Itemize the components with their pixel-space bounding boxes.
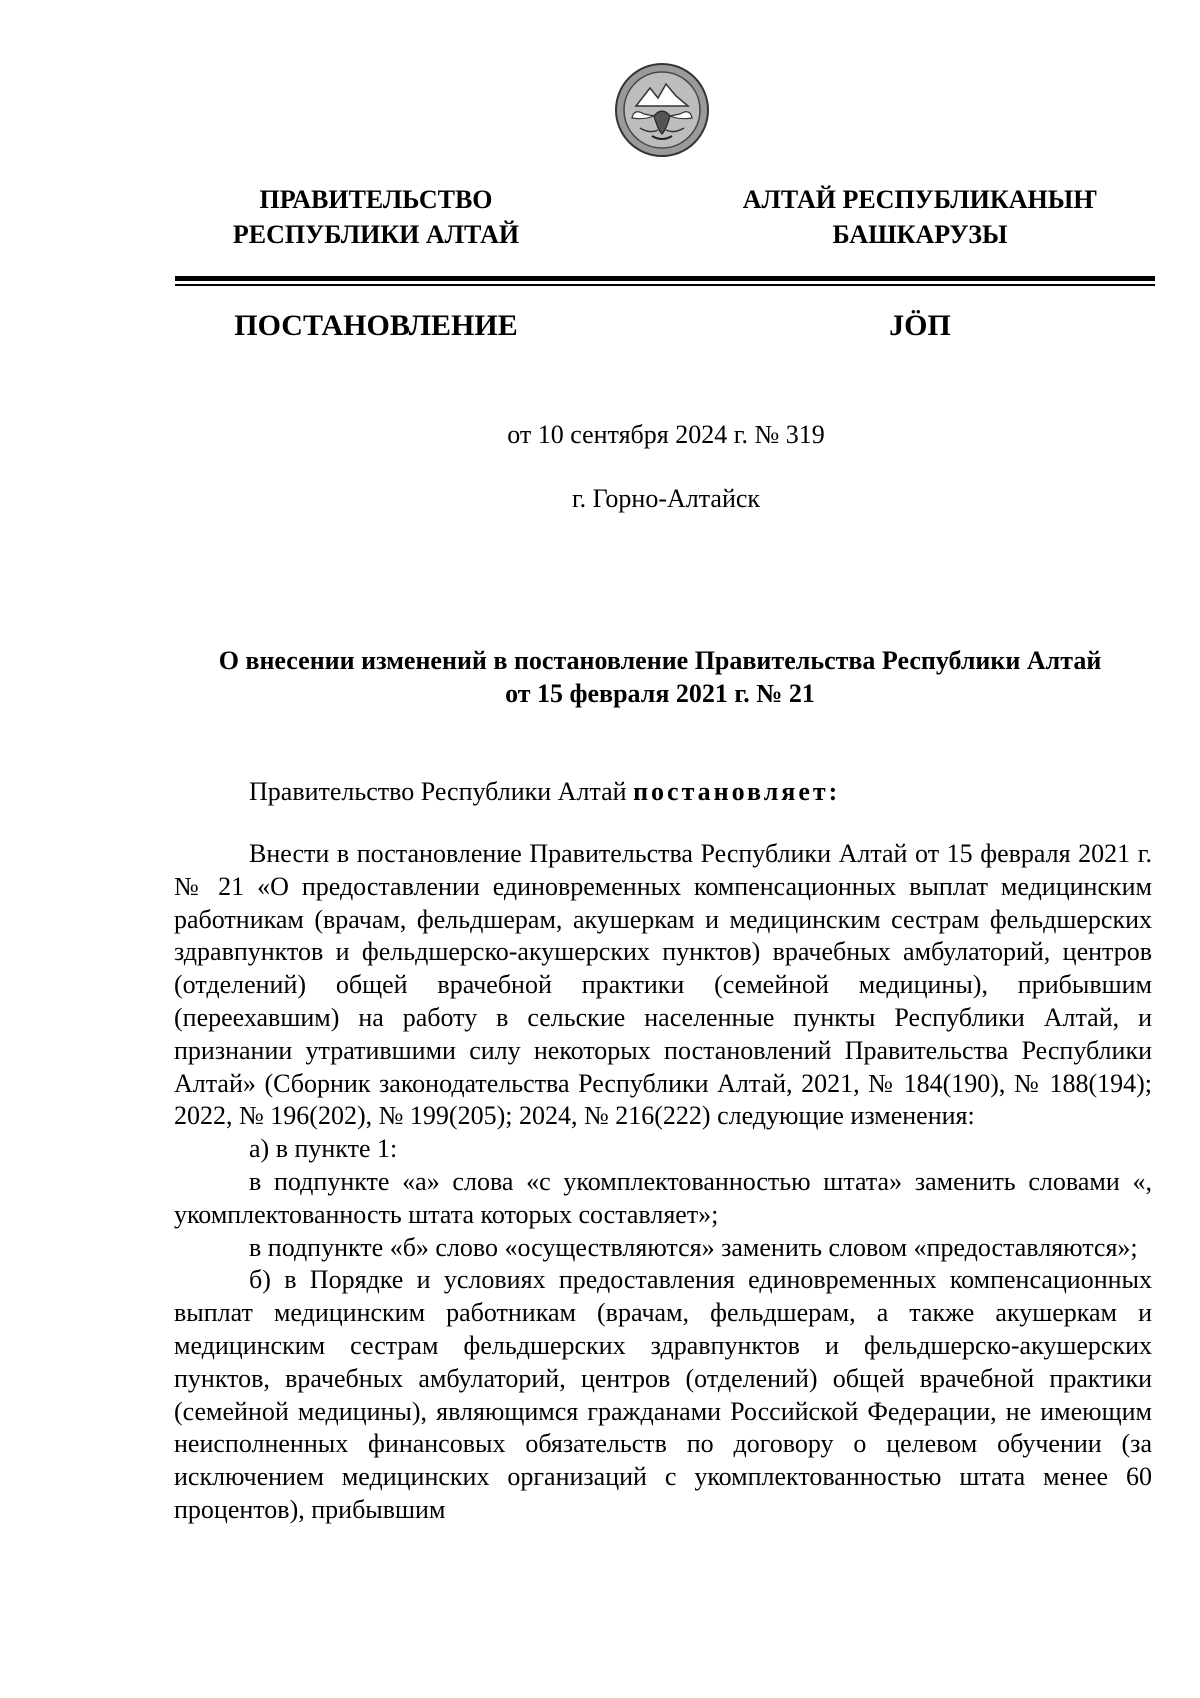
doc-type-left: ПОСТАНОВЛЕНИЕ [234, 309, 518, 342]
document-body [174, 838, 1152, 1527]
body-paragraph: в подпункте «б» слово «осуществляются» заменить словом «предоставляются»; [249, 1232, 1138, 1262]
header-left-line1: ПРАВИТЕЛЬСТВО [259, 185, 493, 214]
title-line2: от 15 февраля 2021 г. № 21 [505, 679, 815, 708]
body-paragraph: в подпункте «а» слова «с укомплектованностью штата» заменить словами «, укомплектованность штата которых составляет»; [174, 1166, 1152, 1229]
document-title [170, 644, 1150, 710]
city-line: г. Горно-Алтайск [571, 484, 761, 513]
body-paragraph: Внести в постановление Правительства Республики Алтай от 15 февраля 2021 г. № 21 «О предоставлении единовременных компенсационных выплат медицинским работникам (врачам, фельдшерам, акушеркам и медицинским сестрам фельдшерских здравпунктов и фельдшерско-акушерских пунктов) врачебных амбулаторий, центров (отделений) общей врачебной практики (семейной медицины), прибывшим (переехавшим) на работу в сельские населенные пункты Республики Алтай, и признании утратившими силу некоторых постановлений Правительства Республики Алтай» (Сборник законодательства Республики Алтай, 2021, № 184(190), № 188(194); 2022, № 196(202), № 199(205); 2024, № 216(222) следующие изменения: [174, 839, 1152, 1131]
coat-of-arms-emblem [614, 62, 710, 158]
header-divider-thin [175, 284, 1155, 286]
date-number-line: от 10 сентября 2024 г. № 319 [507, 420, 825, 449]
preamble-bold: постановляет: [633, 777, 841, 806]
preamble-text: Правительство Республики Алтай [249, 777, 634, 806]
body-paragraph: б) в Порядке и условиях предоставления единовременных компенсационных выплат медицинским работникам (врачам, фельдшерам, а также акушеркам и медицинским сестрам фельдшерских здравпунктов и фельдшерско-акушерских пунктов, врачебных амбулаторий, центров (отделений) общей врачебной практики (семейной медицины), являющимся гражданами Российской Федерации, не имеющим неисполненных финансовых обязательств по договору о целевом обучении (за исключением медицинских организаций с укомплектованностью штата менее 60 процентов), прибывшим [174, 1265, 1152, 1524]
header-divider-thick [175, 276, 1155, 281]
header-left [176, 182, 576, 252]
preamble [249, 776, 840, 808]
header-right [720, 182, 1120, 252]
header-left-line2: РЕСПУБЛИКИ АЛТАЙ [232, 220, 520, 249]
header-right-line2: БАШКАРУЗЫ [832, 220, 1008, 249]
header-right-line1: АЛТАЙ РЕСПУБЛИКАНЫҤ [742, 185, 1098, 214]
body-paragraph: а) в пункте 1: [249, 1134, 398, 1164]
title-line1: О внесении изменений в постановление Правительства Республики Алтай [218, 646, 1102, 675]
doc-type-right: JӦП [889, 309, 951, 342]
